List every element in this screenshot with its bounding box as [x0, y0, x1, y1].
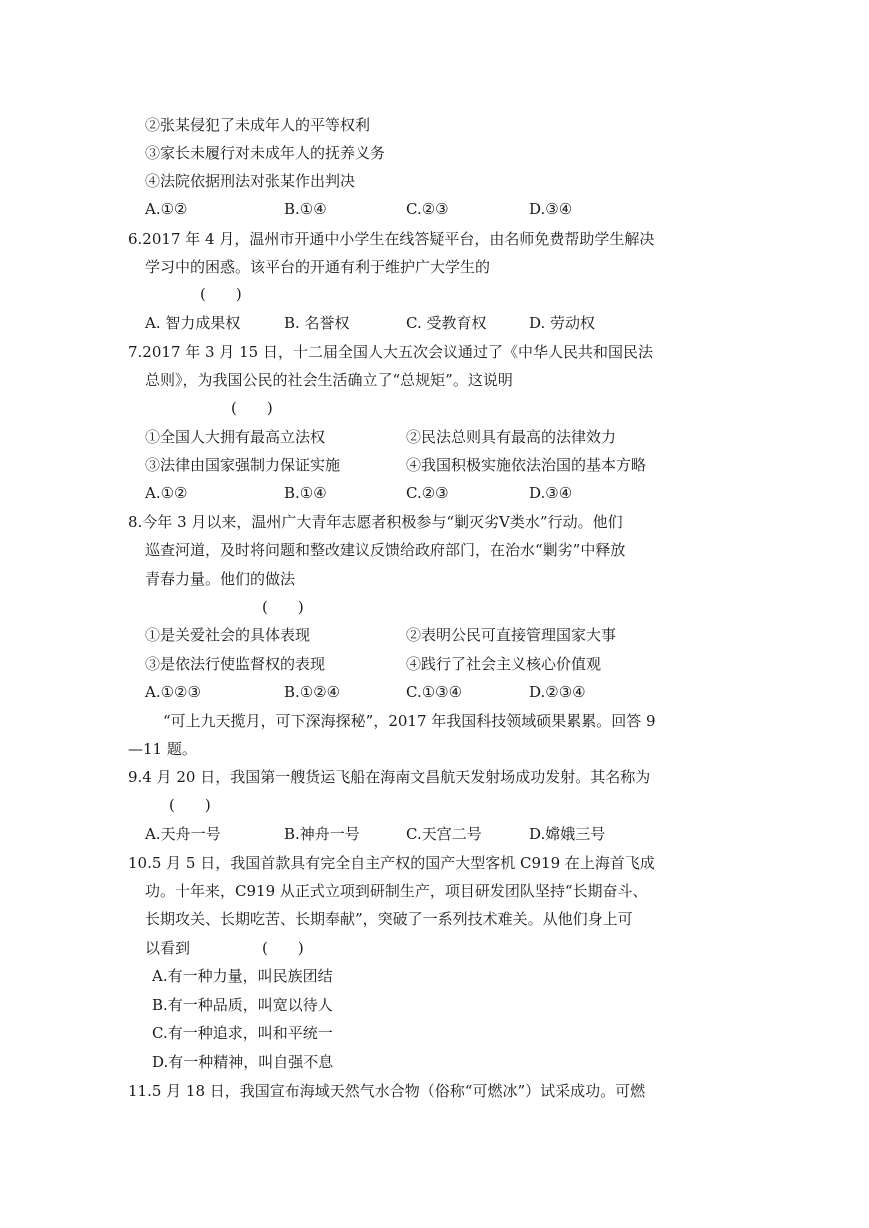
q8-stem-line-2: 巡查河道，及时将问题和整改建议反馈给政府部门，在治水“剿劣”中释放	[145, 541, 626, 559]
q5-option-d: D.③④	[529, 200, 573, 218]
q6-option-a: A. 智力成果权	[145, 314, 241, 332]
q6-option-d: D. 劳动权	[529, 314, 596, 332]
q7-statement-2: ②民法总则具有最高的法律效力	[406, 428, 617, 446]
q9-option-c: C.天宫二号	[406, 825, 482, 843]
q8-answer-bracket: ( )	[262, 598, 304, 616]
q8-option-b: B.①②④	[284, 683, 341, 701]
q9-option-b: B.神舟一号	[284, 825, 360, 843]
q5-option-a: A.①②	[145, 200, 188, 218]
q6-stem-line-1: 6.2017 年 4 月，温州市开通中小学生在线答疑平台，由名师免费帮助学生解决	[128, 230, 655, 248]
q8-statement-1: ①是关爱社会的具体表现	[145, 626, 311, 644]
q8-option-a: A.①②③	[145, 683, 201, 701]
q5-statement-3: ③家长未履行对未成年人的抚养义务	[145, 144, 386, 162]
q10-option-b: B.有一种品质，叫宽以待人	[152, 996, 333, 1014]
q6-answer-bracket: ( )	[200, 285, 242, 303]
q9-option-d: D.嫦娥三号	[529, 825, 606, 843]
q9-stem-line-1: 9.4 月 20 日，我国第一艘货运飞船在海南文昌航天发射场成功发射。其名称为	[128, 768, 651, 786]
q9-answer-bracket: ( )	[169, 796, 211, 814]
q10-stem-line-2: 功。十年来，C919 从正式立项到研制生产，项目研发团队坚持“长期奋斗、	[145, 882, 648, 900]
q7-statement-3: ③法律由国家强制力保证实施	[145, 456, 341, 474]
q5-option-c: C.②③	[406, 200, 449, 218]
q10-stem-line-4: 以看到	[145, 939, 191, 957]
q8-statement-3: ③是依法行使监督权的表现	[145, 655, 326, 673]
q9-option-a: A.天舟一号	[145, 825, 221, 843]
q8-statement-4: ④践行了社会主义核心价值观	[406, 655, 602, 673]
q7-statement-1: ①全国人大拥有最高立法权	[145, 428, 326, 446]
q7-answer-bracket: ( )	[231, 399, 273, 417]
q7-option-d: D.③④	[529, 484, 573, 502]
q6-option-c: C. 受教育权	[406, 314, 487, 332]
q7-option-b: B.①④	[284, 484, 327, 502]
q10-option-a: A.有一种力量，叫民族团结	[152, 967, 333, 985]
q5-statement-2: ②张某侵犯了未成年人的平等权利	[145, 116, 371, 134]
q7-option-a: A.①②	[145, 484, 188, 502]
q8-stem-line-3: 青春力量。他们的做法	[145, 570, 296, 588]
q10-option-c: C.有一种追求，叫和平统一	[152, 1024, 333, 1042]
q10-option-d: D.有一种精神，叫自强不息	[152, 1053, 334, 1071]
q8-option-d: D.②③④	[529, 683, 586, 701]
q10-stem-line-3: 长期攻关、长期吃苦、长期奉献”，突破了一系列技术难关。从他们身上可	[145, 910, 633, 928]
q7-statement-4: ④我国积极实施依法治国的基本方略	[406, 456, 647, 474]
q7-stem-line-1: 7.2017 年 3 月 15 日，十二届全国人大五次会议通过了《中华人民共和国民法	[128, 343, 653, 361]
q6-stem-line-2: 学习中的困惑。该平台的开通有利于维护广大学生的	[145, 258, 491, 276]
q10-stem-line-1: 10.5 月 5 日，我国首款具有完全自主产权的国产大型客机 C919 在上海首飞成	[128, 854, 655, 872]
q11-stem-line-1: 11.5 月 18 日，我国宣布海域天然气水合物（俗称“可燃冰”）试采成功。可燃	[128, 1082, 646, 1100]
q5-option-b: B.①④	[284, 200, 327, 218]
section-intro-line-2: —11 题。	[128, 740, 197, 758]
q7-option-c: C.②③	[406, 484, 449, 502]
q8-stem-line-1: 8.今年 3 月以来，温州广大青年志愿者积极参与“剿灭劣Ⅴ类水”行动。他们	[128, 513, 623, 531]
q8-option-c: C.①③④	[406, 683, 463, 701]
q7-stem-line-2: 总则》，为我国公民的社会生活确立了“总规矩”。这说明	[145, 371, 513, 389]
q10-answer-bracket: ( )	[262, 939, 304, 957]
q6-option-b: B. 名誉权	[284, 314, 350, 332]
q8-statement-2: ②表明公民可直接管理国家大事	[406, 626, 617, 644]
section-intro-line-1: “可上九天揽月，可下深海探秘”，2017 年我国科技领域硕果累累。回答 9	[163, 712, 656, 730]
q5-statement-4: ④法院依据刑法对张某作出判决	[145, 172, 356, 190]
